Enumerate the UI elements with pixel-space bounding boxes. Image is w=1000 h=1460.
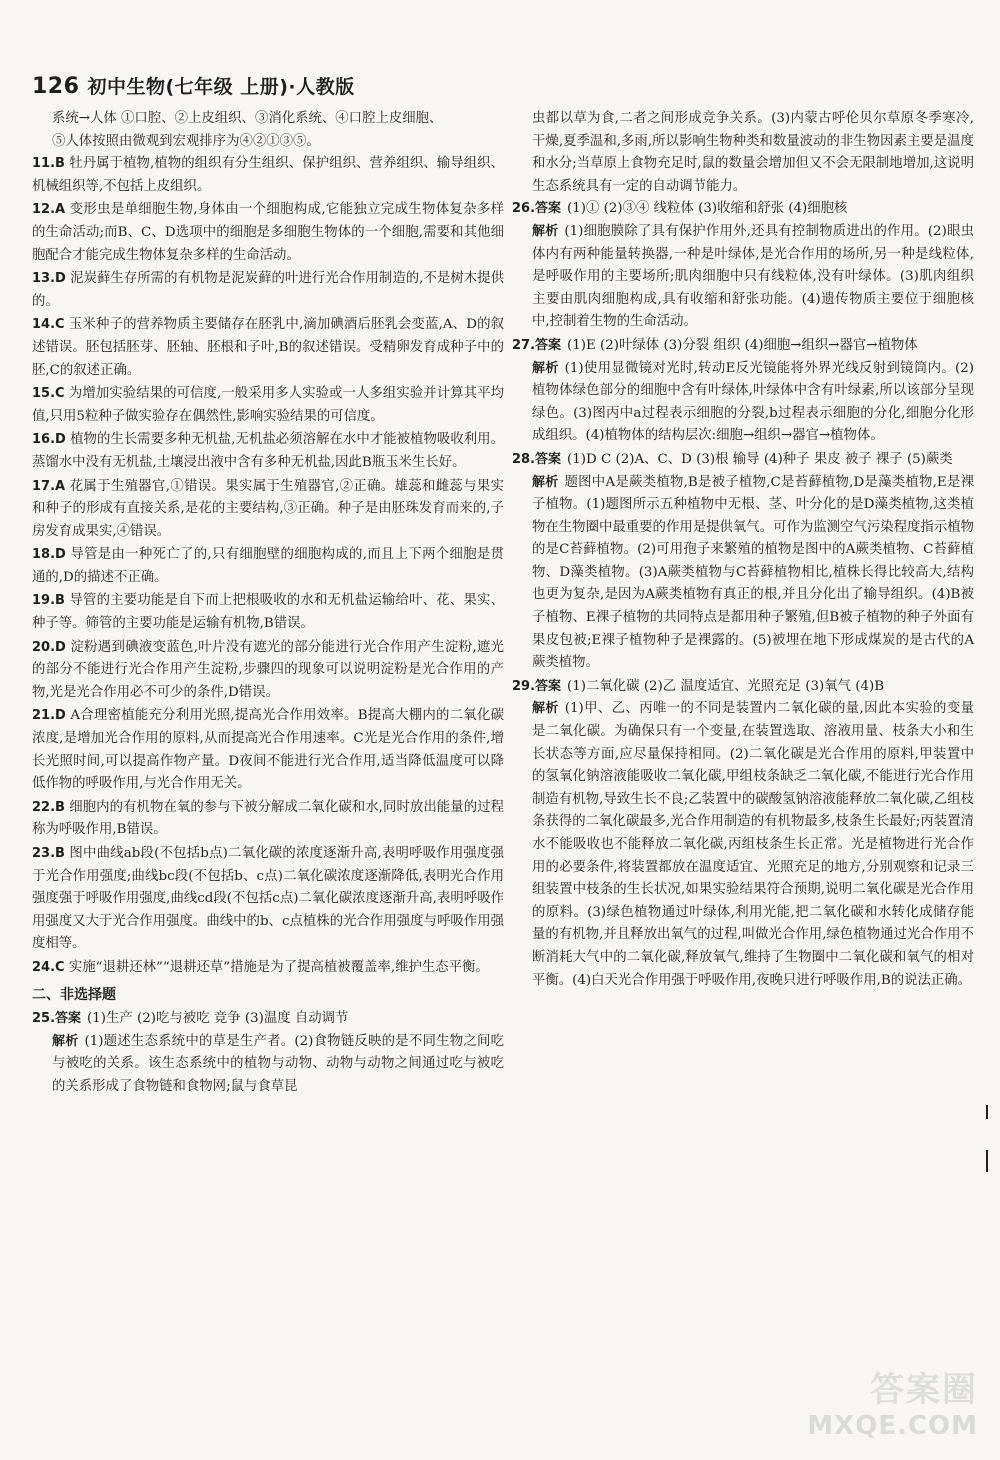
item-number: 20.D <box>32 639 66 655</box>
answer-item-18 <box>32 544 504 589</box>
item-text: 牡丹属于植物,植物的组织有分生组织、保护组织、营养组织、输导组织、机械组织等,不包括上皮组织。 <box>32 156 504 194</box>
analysis-text: (1)使用显微镜对光时,转动E反光镜能将外界光线反射到镜筒内。(2)植物体绿色部分的细胞中含有叶绿体,叶绿体中含有叶绿素,所以该部分呈现绿色。(3)图丙中a过程表示细胞的分裂,b过程表示细胞的分化,细胞分化形成组织。(4)植物体的结构层次:细胞→组织→器官→植物体。 <box>532 360 974 444</box>
intro-line-1: 系统→人体 ①口腔、②上皮组织、③消化系统、④口腔上皮细胞、 <box>52 111 443 126</box>
answer-item-19 <box>32 590 504 635</box>
item-number: 13.D <box>32 271 66 287</box>
answer-item-20 <box>32 637 504 705</box>
item-text: 淀粉遇到碘液变蓝色,叶片没有遮光的部分能进行光合作用产生淀粉,遮光的部分不能进行光合作用产生淀粉,步骤四的现象可以说明淀粉是光合作用的产物,光是光合作用必不可少的条件,D错误。 <box>32 639 504 700</box>
item-number: 11.B <box>32 156 65 172</box>
item-text: 植物的生长需要多种无机盐,无机盐必须溶解在水中才能被植物吸收利用。蒸馏水中没有无机盐,土壤浸出液中含有多种无机盐,因此B瓶玉米生长好。 <box>32 432 504 470</box>
watermark-url: MXQE.COM <box>807 1411 978 1441</box>
answer-item-14 <box>32 314 504 382</box>
item-number: 17.A <box>32 478 66 494</box>
answer-item-15 <box>32 383 504 428</box>
analysis-label: 解析 <box>532 360 559 376</box>
book-title: 初中生物(七年级 上册)·人教版 <box>87 76 355 98</box>
answer-item-21 <box>32 705 504 795</box>
right-column <box>512 108 974 993</box>
item-text: 实施“退耕还林”“退耕还草”措施是为了提高植被覆盖率,维护生态平衡。 <box>68 959 489 975</box>
answer-label: 答案 <box>535 201 562 217</box>
scan-edge-mark <box>986 1105 988 1119</box>
item-number: 27. <box>512 337 536 353</box>
q25-continuation: 虫都以草为食,二者之间形成竞争关系。(3)内蒙古呼伦贝尔草原冬季寒冷,干燥,夏季温和,多雨,所以影响生物种类和数量波动的非生物因素主要是温度和水分;当草原上食物充足时,鼠的数量会增加但又不会无限制地增加,这说明生态系统具有一定的自动调节能力。 <box>532 111 974 194</box>
item-text: 细胞内的有机物在氧的参与下被分解成二氧化碳和水,同时放出能量的过程称为呼吸作用,B错误。 <box>32 799 504 838</box>
item-text: 玉米种子的营养物质主要储存在胚乳中,滴加碘酒后胚乳会变蓝,A、D的叙述错误。胚包括胚芽、胚轴、胚根和子叶,B的叙述错误。受精卵发育成种子中的胚,C的叙述正确。 <box>32 317 504 378</box>
scan-edge-mark <box>986 1150 988 1172</box>
answer-item-23 <box>32 843 504 956</box>
item-text: 为增加实验结果的可信度,一般采用多人实验或一人多组实验并计算其平均值,只用5粒种子做实验存在偶然性,影响实验结果的可信度。 <box>32 386 504 424</box>
answer-label: 答案 <box>535 451 562 467</box>
answer-label: 答案 <box>535 678 562 694</box>
item-text: 图中曲线ab段(不包括b点)二氧化碳的浓度逐渐升高,表明呼吸作用强度强于光合作用强度;曲线bc段(不包括b、c点)二氧化碳浓度逐渐降低,表明光合作用强度强于呼吸作用强度,曲线cd段(不包括c点)二氧化碳浓度逐渐升高,表明呼吸作用强度又大于光合作用强度。曲线中的b、c点植株的光合作用强度与呼吸作用强度相等。 <box>32 846 504 952</box>
item-number: 12.A <box>32 202 66 218</box>
answer-item-26 <box>512 198 974 334</box>
answer-item-29 <box>512 676 974 992</box>
analysis-label: 解析 <box>532 474 559 490</box>
analysis-text: (1)甲、乙、丙唯一的不同是装置内二氧化碳的量,因此本实验的变量是二氧化碳。为确保只有一个变量,在装置选取、溶液用量、枝条大小和生长状态等方面,应尽量保持相同。(2)二氧化碳是光合作用的原料,甲装置中的氢氧化钠溶液能吸收二氧化碳,甲组枝条缺乏二氧化碳,不能进行光合作用制造有机物,导致生长不良;乙装置中的碳酸氢钠溶液能释放二氧化碳,乙组枝条获得的二氧化碳最多,光合作用制造的有机物最多,枝条生长最好;丙装置清水不能吸收也不能释放二氧化碳,丙组枝条生长正常。光是植物进行光合作用的必要条件,将装置都放在温度适宜、光照充足的地方,分别观察和记录三组装置中枝条的生长状况,如果实验结果符合预期,说明二氧化碳是光合作用的原料。(3)绿色植物通过叶绿体,利用光能,把二氧化碳和水转化成储存能量的有机物,并且释放出氧气的过程,叫做光合作用,绿色植物通过光合作用不断消耗大气中的二氧化碳,释放氧气,维持了生物圈中二氧化碳和氧气的相对平衡。(4)白天光合作用强于呼吸作用,夜晚只进行呼吸作用,B的说法正确。 <box>532 701 974 988</box>
answer-text: (1)E (2)叶绿体 (3)分裂 组织 (4)细胞→组织→器官→植物体 <box>567 337 918 353</box>
item-number: 26. <box>512 201 536 217</box>
answer-item-16 <box>32 429 504 474</box>
answer-text: (1)生产 (2)吃与被吃 竞争 (3)温度 自动调节 <box>87 1011 349 1027</box>
analysis-text: (1)细胞膜除了具有保护作用外,还具有控制物质进出的作用。(2)眼虫体内有两种能量转换器,一种是叶绿体,是光合作用的场所,另一种是线粒体,是呼吸作用的主要场所;肌肉细胞中只有线粒体,没有叶绿体。(3)肌肉组织主要由肌肉细胞构成,具有收缩和舒张功能。(4)遗传物质主要位于细胞核中,控制着生物的生命活动。 <box>532 223 974 330</box>
answer-item-12 <box>32 199 504 267</box>
answer-text: (1)二氧化碳 (2)乙 温度适宜、光照充足 (3)氧气 (4)B <box>567 678 885 694</box>
answer-item-17 <box>32 476 504 544</box>
answer-item-24 <box>32 957 504 980</box>
analysis-label: 解析 <box>52 1033 79 1049</box>
item-number: 28. <box>512 451 536 467</box>
item-number: 29. <box>512 678 536 694</box>
item-text: 花属于生殖器官,①错误。果实属于生殖器官,②正确。雄蕊和雌蕊与果实和种子的形成有直接关系,是花的主要结构,③正确。种子是由胚珠发育而来的,子房发育成果实,④错误。 <box>32 478 504 539</box>
item-number: 21.D <box>32 708 66 724</box>
item-text: 变形虫是单细胞生物,身体由一个细胞构成,它能独立完成生物体复杂多样的生命活动;而B、C、D选项中的细胞是多细胞生物体的一个细胞,需要和其他细胞配合才能完成生物体复杂多样的生命活动。 <box>32 202 504 263</box>
answer-item-13 <box>32 268 504 313</box>
item-text: A合理密植能充分利用光照,提高光合作用效率。B提高大棚内的二氧化碳浓度,是增加光合作用的原料,从而提高光合作用速率。C光是光合作用的条件,增长光照时间,可以提高作物产量。D夜间不能进行光合作用,适当降低温度可以降低作物的呼吸作用,与光合作用无关。 <box>32 708 504 792</box>
section-title-nonchoice: 二、非选择题 <box>32 986 116 1003</box>
answer-item-27 <box>512 335 974 448</box>
item-number: 19.B <box>32 593 65 609</box>
page-number: 126 <box>32 74 80 99</box>
item-number: 14.C <box>32 317 65 333</box>
watermark-logo <box>788 1362 978 1442</box>
left-column <box>32 108 504 1100</box>
item-number: 16.D <box>32 432 66 448</box>
answer-item-11 <box>32 153 504 198</box>
item-text: 泥炭藓生存所需的有机物是泥炭藓的叶进行光合作用制造的,不是树木提供的。 <box>32 271 504 309</box>
page-header <box>32 72 355 99</box>
answer-text: (1)D C (2)A、C、D (3)根 输导 (4)种子 果皮 被子 裸子 (5)蕨类 <box>567 451 953 467</box>
intro-line-2: ⑤人体按照由微观到宏观排序为④②①③⑤。 <box>52 133 320 149</box>
answer-label: 答案 <box>535 337 562 353</box>
item-number: 23.B <box>32 846 65 861</box>
watermark-text: 答案圈 <box>870 1370 978 1410</box>
item-number: 15.C <box>32 386 65 402</box>
item-number: 22.B <box>32 799 65 815</box>
item-number: 24.C <box>32 959 65 975</box>
answer-item-22 <box>32 797 504 842</box>
answer-item-28 <box>512 449 974 675</box>
item-text: 导管的主要功能是自下而上把根吸收的水和无机盐运输给叶、花、果实、种子等。筛管的主要功能是运输有机物,B错误。 <box>32 593 504 632</box>
analysis-text: 题图中A是蕨类植物,B是被子植物,C是苔藓植物,D是藻类植物,E是裸子植物。(1)题图所示五种植物中无根、茎、叶分化的是D藻类植物,这类植物在生物圈中最重要的作用是提供氧气。可作为监测空气污染程度指示植物的是C苔藓植物。(2)可用孢子来繁殖的植物是图中的A蕨类植物、C苔藓植物、D藻类植物。(3)A蕨类植物与C苔藓植物相比,植株长得比较高大,结构也更为复杂,是因为A蕨类植物有真正的根,并且分化出了输导组织。(4)B被子植物、E裸子植物的共同特点是都用种子繁殖,但B被子植物的种子外面有果皮包被;E裸子植物种子是裸露的。(5)被埋在地下形成煤炭的是古代的A蕨类植物。 <box>532 474 974 671</box>
analysis-text: (1)题述生态系统中的草是生产者。(2)食物链反映的是不同生物之间吃与被吃的关系。该生态系统中的植物与动物、动物与动物之间通过吃与被吃的关系形成了食物链和食物网;鼠与食草昆 <box>52 1033 504 1094</box>
item-text: 导管是由一种死亡了的,只有细胞壁的细胞构成的,而且上下两个细胞是贯通的,D的描述不正确。 <box>32 547 504 585</box>
answer-label: 答案 <box>55 1011 82 1027</box>
analysis-label: 解析 <box>532 223 559 239</box>
answer-item-25 <box>32 1008 504 1098</box>
item-number: 25. <box>32 1011 56 1027</box>
analysis-label: 解析 <box>532 701 559 717</box>
answer-text: (1)① (2)③④ 线粒体 (3)收缩和舒张 (4)细胞核 <box>567 201 848 217</box>
item-number: 18.D <box>32 547 66 563</box>
